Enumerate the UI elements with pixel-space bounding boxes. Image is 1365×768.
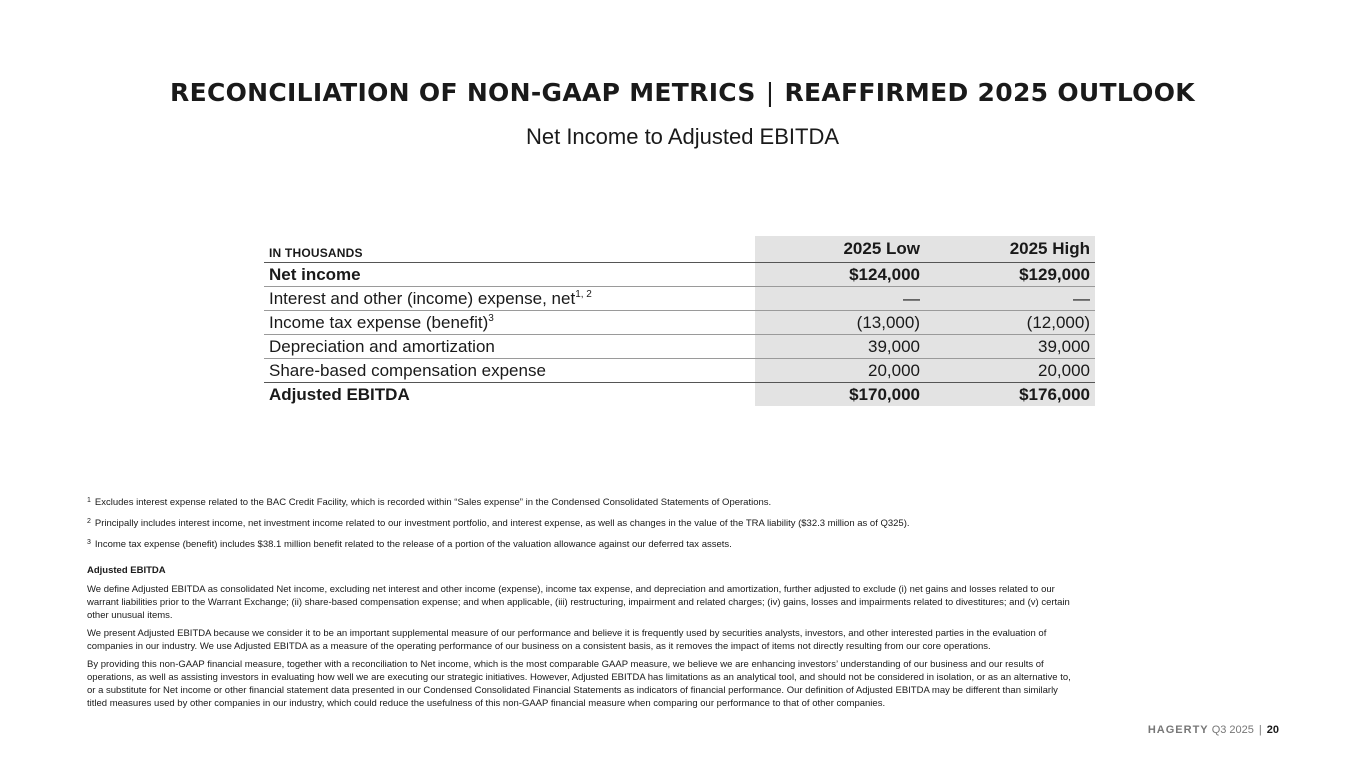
footnote: $^2$ Principally includes interest income, net investment income related to our investment portfolio, and interest expense, as well as changes in the value of the TRA liability ($32.3 million as of Q325). xyxy=(87,518,910,529)
reconciliation-table xyxy=(264,236,1095,406)
row-high-value: — xyxy=(925,287,1095,311)
table-row xyxy=(264,335,1095,359)
footnote-ref: 3 xyxy=(488,312,494,324)
footer-separator: | xyxy=(1258,724,1262,736)
page-footer xyxy=(1148,724,1279,736)
total-row xyxy=(264,383,1095,407)
table-row xyxy=(264,359,1095,383)
footnote-ref: 1, 2 xyxy=(575,288,592,300)
unit-label: IN THOUSANDS xyxy=(264,236,755,263)
row-low-value: — xyxy=(755,287,925,311)
table-row xyxy=(264,311,1095,335)
title-separator: | xyxy=(765,78,775,107)
table-row xyxy=(264,287,1095,311)
definition-paragraph: By providing this non-GAAP financial measure, together with a reconciliation to Net income, which is the most comparable GAAP measure, we believe we are enhancing investors’ understanding of our business and our results of operations, as well as assisting investors in evaluating how well we are executing our strategic initiatives. However, Adjusted EBITDA has limitations as an analytical tool, and should not be considered in isolation, or as an alternative to, or a substitute for Net income or other financial statement data presented in our Condensed Consolidated Financial Statements as indicators of financial performance. Our definition of Adjusted EBITDA may be different than similarly titled measures used by other companies in our industry, which could reduce the usefulness of this non-GAAP financial measure when comparing our performance to that of other companies. xyxy=(87,659,1071,709)
row-low-value: 20,000 xyxy=(755,359,925,383)
row-high-value: $129,000 xyxy=(925,263,1095,287)
definition-heading: Adjusted EBITDA xyxy=(87,565,166,576)
row-low-value: (13,000) xyxy=(755,311,925,335)
row-high-value: 20,000 xyxy=(925,359,1095,383)
footnote: $^3$ Income tax expense (benefit) includes $38.1 million benefit related to the release of a portion of the valuation allowance against our deferred tax assets. xyxy=(87,539,732,550)
row-label: Interest and other (income) expense, net$^{1, 2}$ xyxy=(264,287,755,311)
page-subtitle: Net Income to Adjusted EBITDA xyxy=(525,124,840,149)
definition-paragraph: We present Adjusted EBITDA because we consider it to be an important supplemental measure of our performance and believe it is frequently used by securities analysts, investors, and other interested parties in the evaluation of companies in our industry. We use Adjusted EBITDA as a measure of the operating performance of our business on a consistent basis, as it removes the impact of items not directly resulting from our core operations. xyxy=(87,628,1047,652)
row-label: Net income xyxy=(264,263,755,287)
col-header-high: 2025 High xyxy=(925,236,1095,263)
row-low-value: $124,000 xyxy=(755,263,925,287)
row-label: Share-based compensation expense xyxy=(269,360,546,380)
footer-period: Q3 2025 xyxy=(1211,724,1254,736)
table-row xyxy=(264,263,1095,287)
table-header-row xyxy=(264,236,1095,263)
footnote: $^1$ Excludes interest expense related to the BAC Credit Facility, which is recorded within “Sales expense” in the Condensed Consolidated Statements of Operations. xyxy=(87,497,772,508)
title-left: RECONCILIATION OF NON-GAAP METRICS xyxy=(170,78,756,107)
page-title xyxy=(0,78,1365,107)
definition-paragraph: We define Adjusted EBITDA as consolidated Net income, excluding net interest and other income (expense), income tax expense, and depreciation and amortization, further adjusted to exclude (i) net gains and losses related to our warrant liabilities prior to the Warrant Exchange; (ii) share-based compensation expense; and when applicable, (iii) restructuring, impairment and related charges; (iv) gains, losses and impairments related to divestitures; and (v) certain other unusual items. xyxy=(87,584,1070,621)
row-label: Adjusted EBITDA xyxy=(264,383,755,407)
row-low-value: 39,000 xyxy=(755,335,925,359)
title-right: REAFFIRMED 2025 OUTLOOK xyxy=(784,78,1195,107)
row-low-value: $170,000 xyxy=(755,383,925,407)
row-label: Income tax expense (benefit)$^3$ xyxy=(264,311,755,335)
page-number: 20 xyxy=(1266,724,1279,736)
row-high-value: $176,000 xyxy=(925,383,1095,407)
brand-logo: HAGERTY xyxy=(1147,724,1209,736)
row-high-value: (12,000) xyxy=(925,311,1095,335)
footnotes-section xyxy=(87,494,1077,715)
row-high-value: 39,000 xyxy=(925,335,1095,359)
col-header-low: 2025 Low xyxy=(755,236,925,263)
row-label: Depreciation and amortization xyxy=(264,335,755,359)
